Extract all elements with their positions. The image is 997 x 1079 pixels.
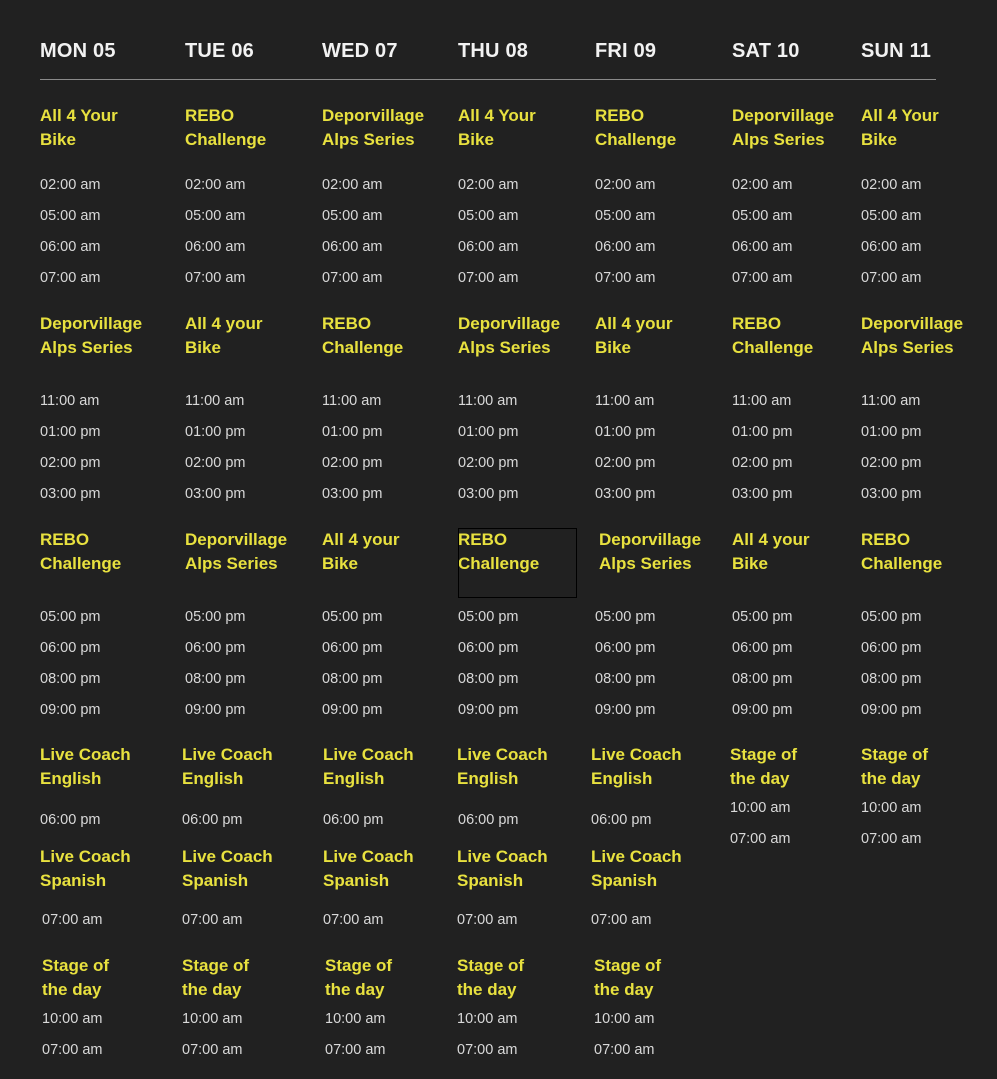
time-slot[interactable]: 06:00 pm (185, 640, 246, 656)
time-slot[interactable]: 06:00 pm (591, 812, 652, 828)
time-slot[interactable]: 05:00 am (185, 208, 246, 224)
time-slot[interactable]: 06:00 am (595, 239, 656, 255)
time-slot[interactable]: 10:00 am (42, 1011, 103, 1027)
time-slot[interactable]: 06:00 pm (322, 640, 383, 656)
event-title-line: REBO (458, 530, 508, 549)
time-slot[interactable]: 03:00 pm (458, 486, 519, 502)
time-slot[interactable]: 09:00 pm (861, 702, 922, 718)
stage-of-the-day-title-line: Stage of (325, 956, 393, 975)
event-title-line: Challenge (861, 554, 943, 573)
time-slot[interactable]: 06:00 am (40, 239, 101, 255)
stage-of-the-day-title[interactable] (861, 743, 981, 791)
time-slot[interactable]: 02:00 pm (40, 455, 101, 471)
time-slot[interactable]: 07:00 am (322, 270, 383, 286)
time-slot[interactable]: 05:00 pm (185, 609, 246, 625)
live-coach-english-title[interactable] (182, 743, 302, 791)
event-title-line: Challenge (732, 338, 814, 357)
time-slot[interactable]: 06:00 am (185, 239, 246, 255)
time-slot[interactable]: 02:00 am (732, 177, 793, 193)
event-title-line: Deporvillage (861, 314, 964, 333)
event-title-line: Alps Series (40, 338, 133, 357)
time-slot[interactable]: 03:00 pm (861, 486, 922, 502)
time-slot[interactable]: 10:00 am (730, 800, 791, 816)
time-slot[interactable]: 07:00 am (732, 270, 793, 286)
event-title-line: REBO (322, 314, 372, 333)
time-slot[interactable]: 07:00 am (42, 1042, 103, 1058)
event-title-line: REBO (185, 106, 235, 125)
stage-of-the-day-title[interactable] (325, 954, 445, 1002)
event-title-line: Challenge (185, 130, 267, 149)
time-slot[interactable]: 01:00 pm (458, 424, 519, 440)
stage-of-the-day-title[interactable] (182, 954, 302, 1002)
time-slot[interactable]: 03:00 pm (595, 486, 656, 502)
day-header: FRI 09 (595, 40, 657, 62)
live-coach-spanish-title[interactable] (40, 845, 160, 893)
event-title-line: Deporvillage (599, 530, 702, 549)
event-title-line: REBO (595, 106, 645, 125)
live-coach-spanish-title-line: Live Coach (182, 847, 273, 866)
event-title-line: Alps Series (861, 338, 954, 357)
time-slot[interactable]: 07:00 am (591, 912, 652, 928)
day-header: SAT 10 (732, 40, 800, 62)
stage-of-the-day-title-line: Stage of (457, 956, 525, 975)
time-slot[interactable]: 02:00 pm (458, 455, 519, 471)
time-slot[interactable]: 05:00 am (322, 208, 383, 224)
time-slot[interactable]: 05:00 am (732, 208, 793, 224)
stage-of-the-day-title-line: the day (861, 769, 921, 788)
event-title-line: Alps Series (458, 338, 551, 357)
time-slot[interactable]: 01:00 pm (732, 424, 793, 440)
time-slot[interactable]: 01:00 pm (185, 424, 246, 440)
event-title[interactable] (322, 312, 442, 360)
event-title-line: Bike (185, 338, 221, 357)
time-slot[interactable]: 07:00 am (325, 1042, 386, 1058)
event-title-line: Challenge (322, 338, 404, 357)
time-slot[interactable]: 07:00 am (861, 270, 922, 286)
live-coach-spanish-title[interactable] (323, 845, 443, 893)
event-title-line: Bike (732, 554, 768, 573)
time-slot[interactable]: 02:00 am (595, 177, 656, 193)
live-coach-english-title-line: English (457, 769, 519, 788)
live-coach-english-title-line: Live Coach (323, 745, 414, 764)
time-slot[interactable]: 08:00 pm (732, 671, 793, 687)
stage-of-the-day-title-line: Stage of (182, 956, 250, 975)
time-slot[interactable]: 05:00 pm (322, 609, 383, 625)
event-title-line: Bike (861, 130, 897, 149)
stage-of-the-day-title-line: Stage of (730, 745, 798, 764)
time-slot[interactable]: 10:00 am (325, 1011, 386, 1027)
stage-of-the-day-title-line: Stage of (594, 956, 662, 975)
time-slot[interactable]: 09:00 pm (458, 702, 519, 718)
time-slot[interactable]: 05:00 am (595, 208, 656, 224)
time-slot[interactable]: 08:00 pm (861, 671, 922, 687)
time-slot[interactable]: 10:00 am (457, 1011, 518, 1027)
time-slot[interactable]: 06:00 pm (40, 640, 101, 656)
time-slot[interactable]: 06:00 pm (595, 640, 656, 656)
live-coach-english-title[interactable] (323, 743, 443, 791)
time-slot[interactable]: 06:00 am (458, 239, 519, 255)
time-slot[interactable]: 07:00 am (323, 912, 384, 928)
live-coach-spanish-title[interactable] (457, 845, 577, 893)
event-title[interactable] (322, 528, 442, 576)
time-slot[interactable]: 07:00 am (185, 270, 246, 286)
time-slot[interactable]: 07:00 am (595, 270, 656, 286)
time-slot[interactable]: 05:00 pm (732, 609, 793, 625)
live-coach-spanish-title-line: Live Coach (457, 847, 548, 866)
live-coach-english-title-line: Live Coach (457, 745, 548, 764)
live-coach-english-title-line: English (40, 769, 102, 788)
stage-of-the-day-title-line: Stage of (42, 956, 110, 975)
time-slot[interactable]: 03:00 pm (322, 486, 383, 502)
time-slot[interactable]: 11:00 am (185, 393, 245, 409)
live-coach-spanish-title[interactable] (182, 845, 302, 893)
time-slot[interactable]: 10:00 am (594, 1011, 655, 1027)
time-slot[interactable]: 02:00 pm (185, 455, 246, 471)
time-slot[interactable]: 02:00 pm (861, 455, 922, 471)
time-slot[interactable]: 03:00 pm (40, 486, 101, 502)
event-title[interactable] (40, 528, 160, 576)
time-slot[interactable]: 11:00 am (458, 393, 518, 409)
time-slot[interactable]: 01:00 pm (595, 424, 656, 440)
day-header: THU 08 (458, 40, 529, 62)
event-title-line: All 4 Your (40, 106, 118, 125)
event-title-line: Deporvillage (322, 106, 425, 125)
time-slot[interactable]: 06:00 am (861, 239, 922, 255)
stage-of-the-day-title-line: the day (594, 980, 654, 999)
live-coach-spanish-title-line: Spanish (182, 871, 249, 890)
live-coach-english-title-line: Live Coach (40, 745, 131, 764)
time-slot[interactable]: 11:00 am (861, 393, 921, 409)
live-coach-spanish-title-line: Live Coach (323, 847, 414, 866)
time-slot[interactable]: 11:00 am (322, 393, 382, 409)
time-slot[interactable]: 01:00 pm (322, 424, 383, 440)
live-coach-spanish-title-line: Spanish (591, 871, 658, 890)
stage-of-the-day-title[interactable] (594, 954, 714, 1002)
event-title[interactable] (595, 312, 715, 360)
event-title-line: Challenge (458, 554, 540, 573)
time-slot[interactable]: 02:00 pm (732, 455, 793, 471)
event-title[interactable] (40, 312, 160, 360)
event-title[interactable] (861, 104, 981, 152)
stage-of-the-day-title-line: the day (457, 980, 517, 999)
event-title-line: Deporvillage (458, 314, 561, 333)
event-title[interactable] (185, 528, 305, 576)
time-slot[interactable]: 03:00 pm (185, 486, 246, 502)
live-coach-english-title-line: English (323, 769, 385, 788)
live-coach-spanish-title-line: Spanish (323, 871, 390, 890)
event-title-line: Deporvillage (185, 530, 288, 549)
time-slot[interactable]: 11:00 am (595, 393, 655, 409)
day-header: WED 07 (322, 40, 398, 62)
event-title[interactable] (861, 528, 981, 576)
event-title-line: All 4 your (595, 314, 673, 333)
live-coach-spanish-title-line: Spanish (40, 871, 107, 890)
event-title-line: All 4 your (322, 530, 400, 549)
event-title[interactable] (732, 528, 852, 576)
live-coach-spanish-title-line: Live Coach (591, 847, 682, 866)
time-slot[interactable]: 10:00 am (861, 800, 922, 816)
event-title-line: Alps Series (599, 554, 692, 573)
time-slot[interactable]: 07:00 am (42, 912, 103, 928)
time-slot[interactable]: 05:00 pm (458, 609, 519, 625)
event-title-line: All 4 Your (458, 106, 536, 125)
header-divider (40, 79, 936, 80)
time-slot[interactable]: 05:00 am (861, 208, 922, 224)
time-slot[interactable]: 06:00 pm (458, 812, 519, 828)
stage-of-the-day-title-line: the day (730, 769, 790, 788)
event-title[interactable] (732, 104, 852, 152)
time-slot[interactable]: 06:00 pm (732, 640, 793, 656)
time-slot[interactable]: 02:00 pm (322, 455, 383, 471)
day-header: SUN 11 (861, 40, 932, 62)
event-title[interactable] (322, 104, 442, 152)
live-coach-spanish-title-line: Live Coach (40, 847, 131, 866)
event-title[interactable] (458, 528, 578, 576)
event-title[interactable] (458, 312, 578, 360)
event-title-line: REBO (40, 530, 90, 549)
time-slot[interactable]: 01:00 pm (40, 424, 101, 440)
stage-of-the-day-title[interactable] (457, 954, 577, 1002)
live-coach-english-title[interactable] (457, 743, 577, 791)
event-title-line: Bike (40, 130, 76, 149)
stage-of-the-day-title[interactable] (730, 743, 850, 791)
time-slot[interactable]: 06:00 pm (40, 812, 101, 828)
time-slot[interactable]: 05:00 am (458, 208, 519, 224)
time-slot[interactable]: 08:00 pm (458, 671, 519, 687)
event-title[interactable] (599, 528, 719, 576)
time-slot[interactable]: 07:00 am (182, 912, 243, 928)
live-coach-english-title-line: Live Coach (182, 745, 273, 764)
event-title[interactable] (458, 104, 578, 152)
time-slot[interactable]: 08:00 pm (595, 671, 656, 687)
time-slot[interactable]: 11:00 am (40, 393, 100, 409)
time-slot[interactable]: 09:00 pm (595, 702, 656, 718)
live-coach-spanish-title[interactable] (591, 845, 711, 893)
time-slot[interactable]: 08:00 pm (322, 671, 383, 687)
stage-of-the-day-title-line: the day (325, 980, 385, 999)
stage-of-the-day-title-line: the day (42, 980, 102, 999)
time-slot[interactable]: 09:00 pm (732, 702, 793, 718)
event-title-line: Bike (322, 554, 358, 573)
time-slot[interactable]: 05:00 pm (595, 609, 656, 625)
time-slot[interactable]: 07:00 am (457, 1042, 518, 1058)
event-title-line: Alps Series (185, 554, 278, 573)
time-slot[interactable]: 02:00 am (861, 177, 922, 193)
event-title-line: Challenge (595, 130, 677, 149)
event-title-line: Bike (458, 130, 494, 149)
time-slot[interactable]: 07:00 am (457, 912, 518, 928)
time-slot[interactable]: 08:00 pm (185, 671, 246, 687)
live-coach-english-title[interactable] (591, 743, 711, 791)
time-slot[interactable]: 05:00 pm (861, 609, 922, 625)
time-slot[interactable]: 07:00 am (861, 831, 922, 847)
time-slot[interactable]: 09:00 pm (185, 702, 246, 718)
time-slot[interactable]: 06:00 pm (323, 812, 384, 828)
time-slot[interactable]: 09:00 pm (40, 702, 101, 718)
event-title[interactable] (185, 312, 305, 360)
event-title-line: Deporvillage (40, 314, 143, 333)
time-slot[interactable]: 07:00 am (730, 831, 791, 847)
time-slot[interactable]: 06:00 pm (861, 640, 922, 656)
day-header: TUE 06 (185, 40, 255, 62)
event-title-line: Challenge (40, 554, 122, 573)
time-slot[interactable]: 06:00 pm (458, 640, 519, 656)
event-title-line: All 4 Your (861, 106, 939, 125)
time-slot[interactable]: 02:00 pm (595, 455, 656, 471)
time-slot[interactable]: 01:00 pm (861, 424, 922, 440)
time-slot[interactable]: 06:00 am (322, 239, 383, 255)
live-coach-english-title-line: English (182, 769, 244, 788)
time-slot[interactable]: 07:00 am (458, 270, 519, 286)
time-slot[interactable]: 02:00 am (40, 177, 101, 193)
stage-of-the-day-title-line: the day (182, 980, 242, 999)
time-slot[interactable]: 02:00 am (458, 177, 519, 193)
stage-of-the-day-title-line: Stage of (861, 745, 929, 764)
event-title-line: Alps Series (322, 130, 415, 149)
event-title-line: Deporvillage (732, 106, 835, 125)
live-coach-english-title[interactable] (40, 743, 160, 791)
time-slot[interactable]: 03:00 pm (732, 486, 793, 502)
time-slot[interactable]: 05:00 am (40, 208, 101, 224)
event-title[interactable] (185, 104, 305, 152)
time-slot[interactable]: 02:00 am (322, 177, 383, 193)
time-slot[interactable]: 10:00 am (182, 1011, 243, 1027)
event-title-line: All 4 your (732, 530, 810, 549)
time-slot[interactable]: 11:00 am (732, 393, 792, 409)
event-title-line: REBO (861, 530, 911, 549)
time-slot[interactable]: 07:00 am (40, 270, 101, 286)
day-header: MON 05 (40, 40, 116, 62)
time-slot[interactable]: 06:00 am (732, 239, 793, 255)
time-slot[interactable]: 02:00 am (185, 177, 246, 193)
time-slot[interactable]: 06:00 pm (182, 812, 243, 828)
event-title[interactable] (40, 104, 160, 152)
event-title[interactable] (732, 312, 852, 360)
event-title[interactable] (861, 312, 981, 360)
live-coach-english-title-line: English (591, 769, 653, 788)
event-title-line: Alps Series (732, 130, 825, 149)
event-title-line: All 4 your (185, 314, 263, 333)
event-title-line: REBO (732, 314, 782, 333)
live-coach-english-title-line: Live Coach (591, 745, 682, 764)
time-slot[interactable]: 07:00 am (594, 1042, 655, 1058)
time-slot[interactable]: 08:00 pm (40, 671, 101, 687)
time-slot[interactable]: 05:00 pm (40, 609, 101, 625)
live-coach-spanish-title-line: Spanish (457, 871, 524, 890)
time-slot[interactable]: 07:00 am (182, 1042, 243, 1058)
event-title-line: Bike (595, 338, 631, 357)
stage-of-the-day-title[interactable] (42, 954, 162, 1002)
event-title[interactable] (595, 104, 715, 152)
time-slot[interactable]: 09:00 pm (322, 702, 383, 718)
